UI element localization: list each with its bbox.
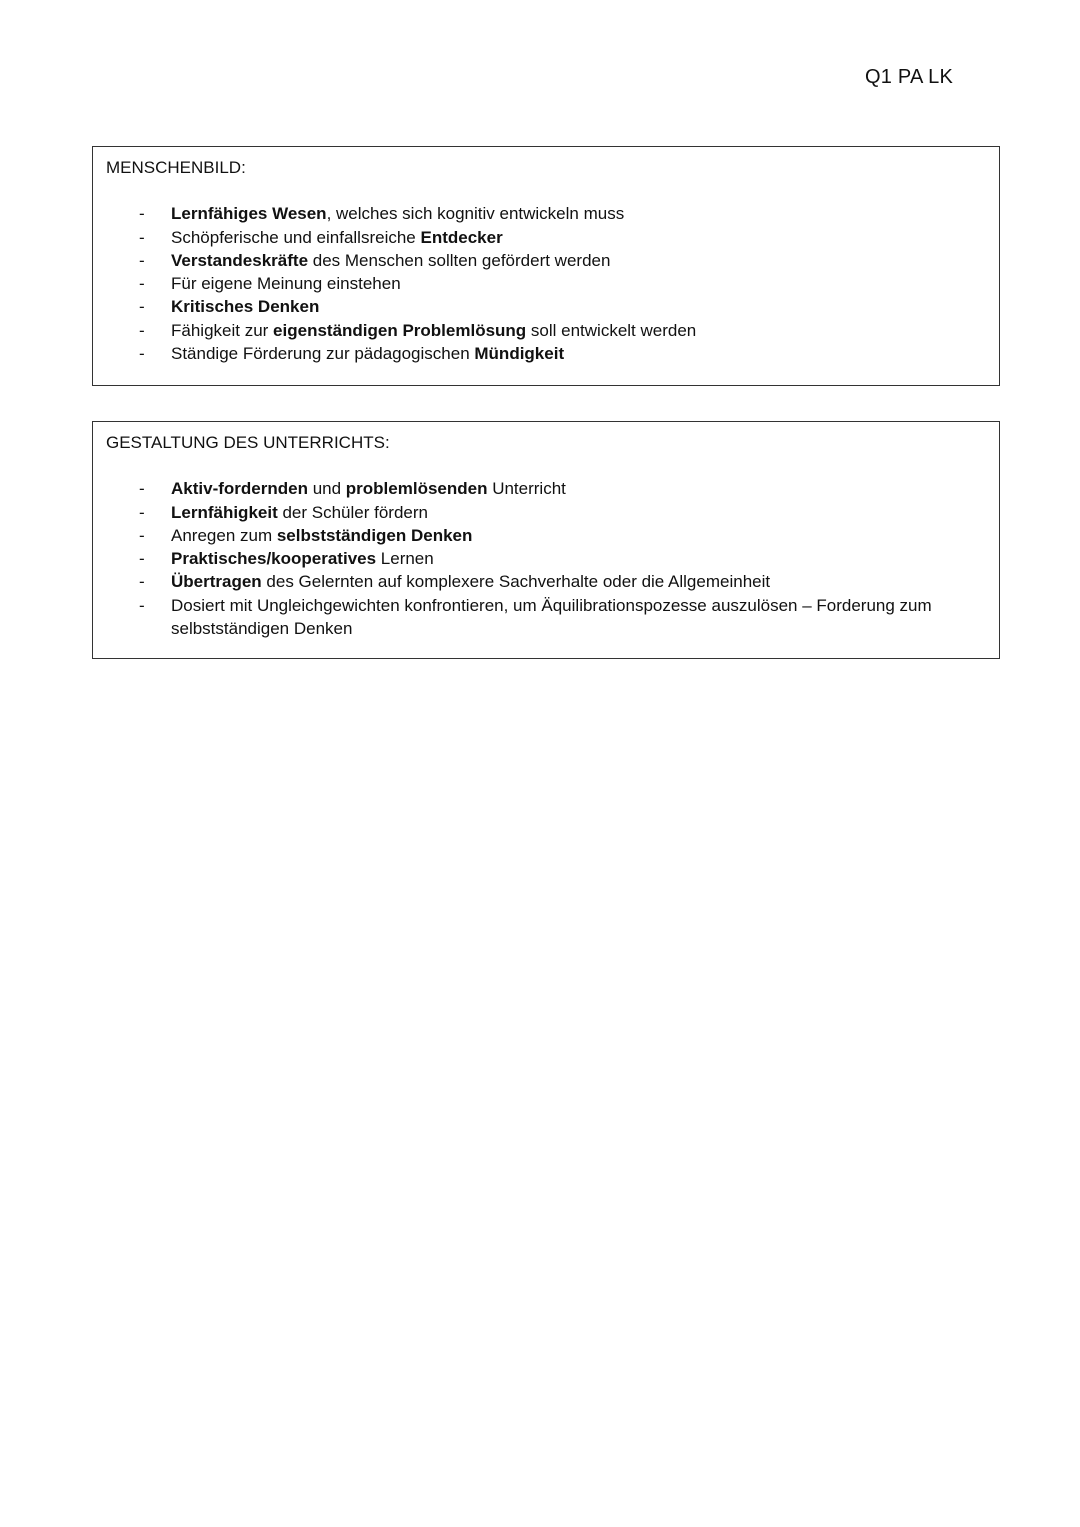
emphasized-text: Verstandeskräfte [171,250,309,270]
item-text: der Schüler fördern [277,502,428,522]
bullet-dash: - [139,297,145,317]
item-text: Ständige Förderung zur pädagogischen [171,344,475,364]
item-text: Lernen [376,549,434,569]
emphasized-text: Lernfähiges Wesen [171,204,327,224]
item-text: Schöpferische und einfallsreiche [171,227,421,247]
bullet-dash: - [139,344,145,364]
section-title: MENSCHENBILD: [106,158,246,177]
bullet-dash: - [139,479,145,499]
bullet-dash: - [139,320,145,340]
bullet-dash: - [139,572,145,592]
item-text: und [307,479,346,499]
section-menschenbild [92,146,1000,386]
list-item [106,477,986,500]
bullet-dash: - [139,250,145,270]
item-text: , welches sich kognitiv entwickeln muss [326,204,625,224]
emphasized-text: Kritisches Denken [171,297,320,317]
item-text: des Gelernten auf komplexere Sachverhalte oder die Allgemeinheit [261,572,771,592]
emphasized-text: Aktiv-fordernden [171,479,308,499]
bullet-list [106,477,986,640]
bullet-dash: - [139,549,145,569]
section-title: GESTALTUNG DES UNTERRICHTS: [106,433,390,452]
list-item [106,501,986,524]
item-text: soll entwickelt werden [526,320,697,340]
emphasized-text: Entdecker [420,227,503,247]
item-text: Für eigene Meinung einstehen [171,274,401,294]
item-text: Unterricht [487,479,566,499]
bullet-list [106,202,986,365]
list-item [106,226,986,249]
list-item [106,524,986,547]
emphasized-text: Übertragen [171,572,262,592]
bullet-dash: - [139,274,145,294]
list-item [106,570,986,593]
item-text: Anregen zum [171,525,277,545]
emphasized-text: selbstständigen Denken [276,525,473,545]
list-item [106,272,986,295]
bullet-dash: - [139,595,145,615]
bullet-dash: - [139,227,145,247]
page-header-label: Q1 PA LK [865,66,953,88]
bullet-dash: - [139,525,145,545]
list-item [106,295,986,318]
bullet-dash: - [139,502,145,522]
emphasized-text: Mündigkeit [474,344,565,364]
list-item [106,342,986,365]
item-text: Fähigkeit zur [171,320,274,340]
bullet-dash: - [139,204,145,224]
item-text: Dosiert mit Ungleichgewichten konfrontieren, um Äquilibrationspozesse auszulösen – Forderung zum selbstständigen Denken [171,595,932,639]
list-item [106,202,986,225]
emphasized-text: Lernfähigkeit [171,502,278,522]
emphasized-text: problemlösenden [345,479,488,499]
section-gestaltung-des-unterrichts [92,421,1000,659]
list-item [106,319,986,342]
item-text: des Menschen sollten gefördert werden [308,250,611,270]
emphasized-text: Praktisches/kooperatives [171,549,377,569]
list-item [106,249,986,272]
emphasized-text: eigenständigen Problemlösung [273,320,527,340]
list-item [106,547,986,570]
list-item [106,594,986,641]
